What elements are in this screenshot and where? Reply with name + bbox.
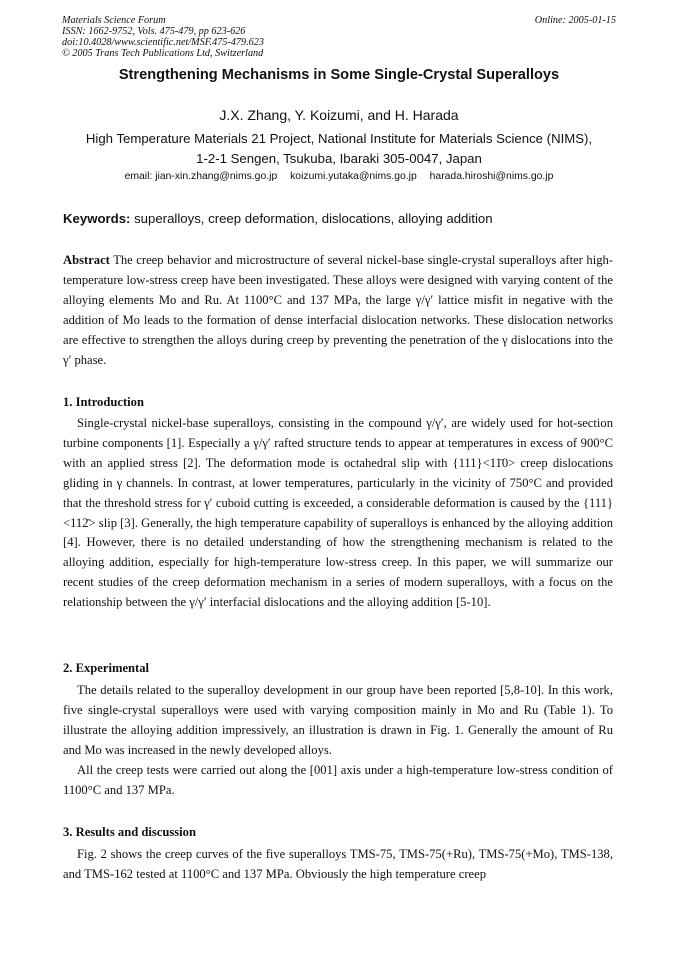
author-list: J.X. Zhang, Y. Koizumi, and H. Harada: [219, 107, 459, 123]
keywords: [63, 211, 623, 226]
paper-title: Strengthening Mechanisms in Some Single-Crystal Superalloys: [118, 67, 560, 83]
journal-header: [62, 15, 616, 59]
abstract-label: Abstract: [63, 253, 110, 267]
issn-line: ISSN: 1662-9752, Vols. 475-479, pp 623-626: [62, 26, 246, 37]
doi-line: doi:10.4028/www.scientific.net/MSF.475-479.623: [62, 37, 264, 48]
email-address: email: jian-xin.zhang@nims.go.jp: [124, 171, 278, 182]
journal-name: Materials Science Forum: [62, 15, 166, 26]
section-heading-results: 3. Results and discussion: [63, 825, 196, 839]
abstract: [63, 251, 613, 370]
email-address: koizumi.yutaka@nims.go.jp: [290, 171, 417, 182]
experimental-section: [63, 681, 613, 800]
paragraph: Single-crystal nickel-base superalloys, consisting in the compound γ/γ′, are widely used for hot-section turbine components [1]. Especially a γ/γ′ rafted structure tends to appear at temperatures in excess of 900°C with an applied stress [2]. The deformation mode is octahedral slip with {111}<11̄0> creep dislocations gliding in γ channels. In contrast, at lower temperatures, particularly in the vicinity of 750°C and provided that the threshold stress for γ′ cuboid cutting is exceeded, a considerable deformation is caused by the {111}<112̄> slip [3]. Generally, the high temperature capability of superalloys is enhanced by the alloying addition [4]. However, there is no detailed understanding of how the strengthening mechanism is related to the alloying addition, especially for high-temperature low-stress creep. In this paper, we will summarize our recent studies of the creep deformation mechanism in a series of modern superalloys, with a focus on the relationship between the γ/γ′ interfacial dislocations and the alloying addition [5-10].: [63, 416, 613, 610]
section-heading-introduction: 1. Introduction: [63, 395, 144, 409]
abstract-text: The creep behavior and microstructure of several nickel-base single-crystal superalloys after high-temperature low-stress creep have been investigated. These alloys were designed with varying content of the alloying elements Mo and Ru. At 1100°C and 137 MPa, the large γ/γ′ lattice misfit in negative with the addition of Mo leads to the formation of dense interfacial dislocation networks. These dislocation networks are effective to strengthen the alloys during creep by preventing the penetration of the γ dislocations into the γ′ phase.: [63, 253, 613, 367]
affiliation-line: High Temperature Materials 21 Project, National Institute for Materials Science (NIMS),: [85, 131, 593, 146]
paragraph: Fig. 2 shows the creep curves of the five superalloys TMS-75, TMS-75(+Ru), TMS-75(+Mo), TMS-138, and TMS-162 tested at 1100°C and 137 MPa. Obviously the high temperature creep: [63, 847, 613, 881]
keywords-label: Keywords:: [63, 211, 131, 226]
email-address: harada.hiroshi@nims.go.jp: [429, 171, 554, 182]
introduction-section: [63, 414, 613, 613]
keywords-text: superalloys, creep deformation, dislocations, alloying addition: [130, 211, 493, 226]
results-section: [63, 845, 613, 885]
online-date: Online: 2005-01-15: [534, 15, 616, 26]
copyright-line: © 2005 Trans Tech Publications Ltd, Switzerland: [62, 48, 264, 59]
section-heading-experimental: 2. Experimental: [63, 661, 150, 675]
paragraph: The details related to the superalloy development in our group have been reported [5,8-10]. In this work, five single-crystal superalloys were used with varying composition mainly in Mo and Ru (Table 1). To illustrate the alloying addition impressively, an illustration is drawn in Fig. 1. Generally the amount of Ru and Mo was increased in the newly developed alloys.: [63, 683, 613, 757]
affiliation: [0, 129, 678, 169]
affiliation-line: 1-2-1 Sengen, Tsukuba, Ibaraki 305-0047, Japan: [196, 151, 482, 166]
paragraph: All the creep tests were carried out along the [001] axis under a high-temperature low-stress condition of 1100°C and 137 MPa.: [63, 762, 613, 797]
email-list: [0, 171, 678, 182]
